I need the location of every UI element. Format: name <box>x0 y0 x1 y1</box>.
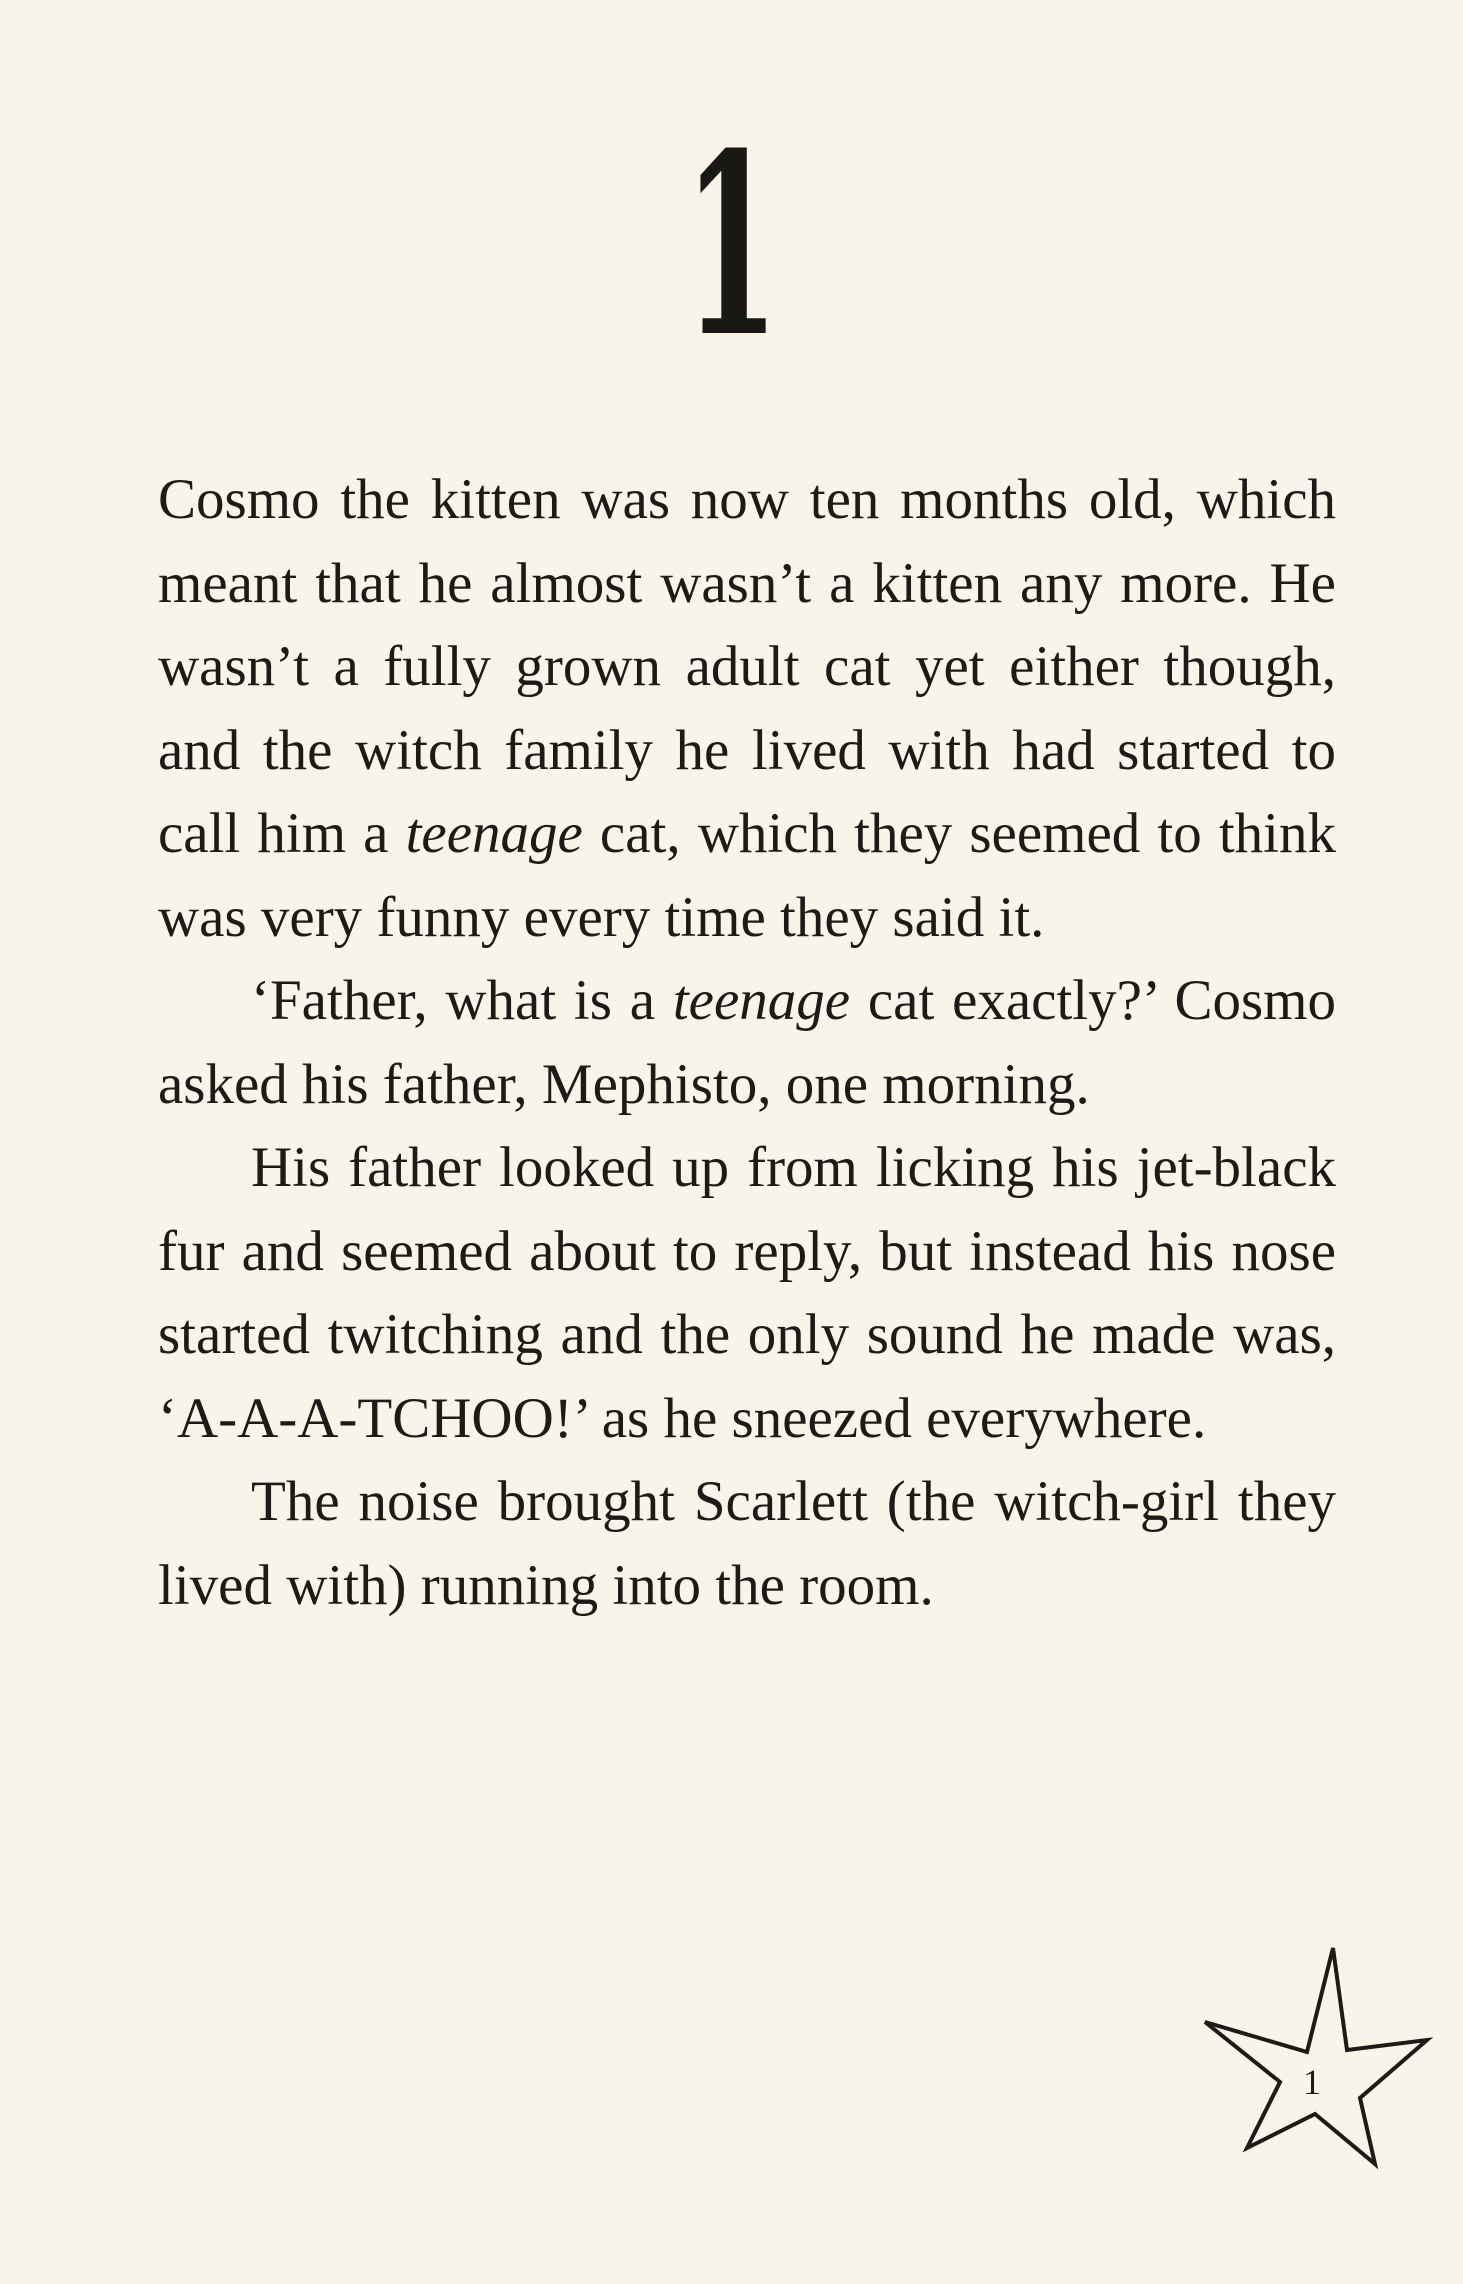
paragraph-1-text-a: Cosmo the kitten was now ten months old, which meant that he almost wasn’t a kitten any more. He wasn’t a fully grown adult cat yet either though, and the witch family he lived with had started to call him a <box>158 468 1336 865</box>
body-text <box>158 458 1336 1627</box>
paragraph-3-text: His father looked up from licking his jet-black fur and seemed about to reply, but instead his nose started twitching and the only sound he made was, ‘A-A-A-TCHOO!’ as he sneezed everywhere. <box>158 1136 1336 1450</box>
paragraph-3 <box>158 1126 1336 1460</box>
paragraph-2-text-b: cat exactly?’ Cosmo asked his father, Mephisto, one morning. <box>158 969 1337 1116</box>
star-outline-icon <box>1195 1940 1435 2170</box>
paragraph-1 <box>158 458 1336 959</box>
paragraph-2 <box>158 959 1336 1126</box>
paragraph-2-text-a: ‘Father, what is a <box>251 969 673 1032</box>
paragraph-4-text: The noise brought Scarlett (the witch-girl they lived with) running into the room. <box>158 1470 1336 1617</box>
paragraph-4 <box>158 1460 1336 1627</box>
paragraph-1-text-b: cat, which they seemed to think was very funny every time they said it. <box>158 802 1337 949</box>
chapter-number: 1 <box>683 98 780 392</box>
paragraph-1-italic: teenage <box>405 802 583 865</box>
page-number: 1 <box>1303 2062 1321 2102</box>
paragraph-2-italic: teenage <box>672 969 851 1032</box>
